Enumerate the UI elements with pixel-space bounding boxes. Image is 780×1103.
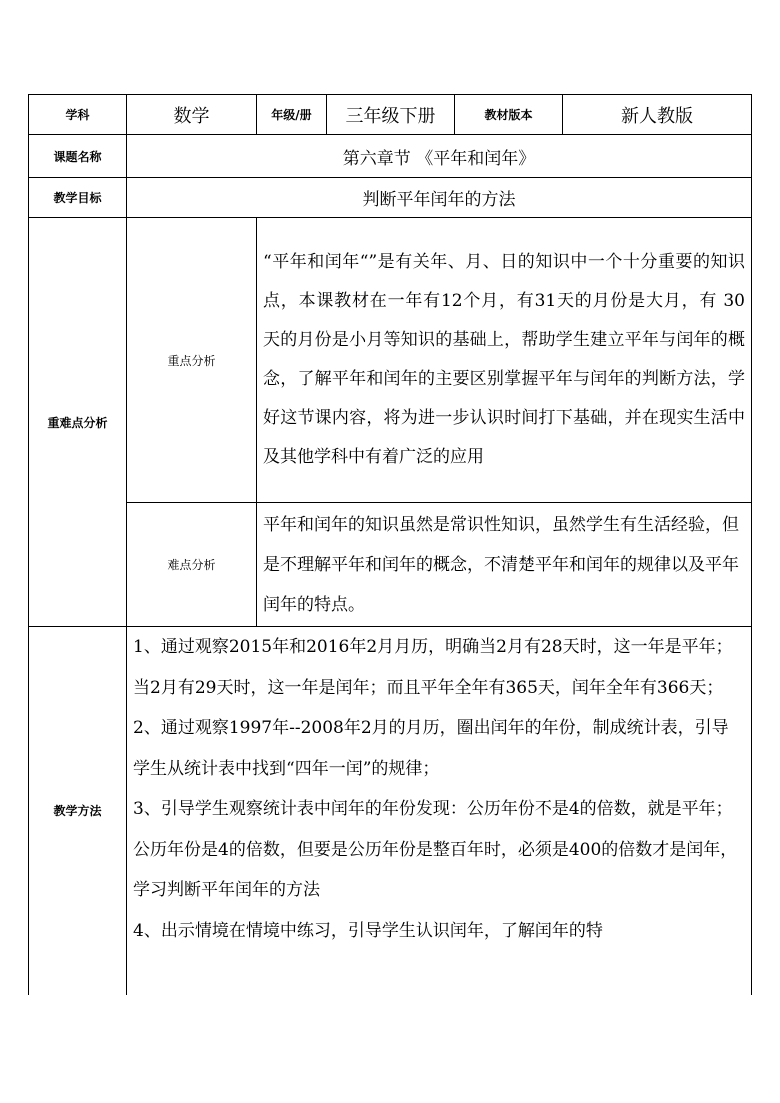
goal-label: 教学目标 — [29, 178, 127, 218]
lesson-plan-table — [28, 94, 752, 995]
lesson-row — [29, 135, 752, 178]
methods-row — [29, 627, 752, 995]
subject-label: 学科 — [29, 95, 127, 135]
edition-value: 新人教版 — [563, 95, 752, 135]
key-point-text: “平年和闰年“”是有关年、月、日的知识中一个十分重要的知识点，本课教材在一年有12个月，有31天的月份是大月，有 30 天的月份是小月等知识的基础上，帮助学生建立平年与闰年的概念，了解平年和闰年的主要区别掌握平年与闰年的判断方法，学好这节课内容，将为进一步认识时间打下基础，并在现实生活中及其他学科中有着广泛的应用 — [257, 218, 752, 503]
lesson-title: 第六章节 《平年和闰年》 — [127, 135, 752, 178]
method-item: 3、引导学生观察统计表中闰年的年份发现：公历年份不是4的倍数，就是平年；公历年份是4的倍数，但要是公历年份是整百年时，必须是400的倍数才是闰年，学习判断平年闰年的方法 — [133, 799, 738, 900]
lesson-label: 课题名称 — [29, 135, 127, 178]
analysis-label: 重难点分析 — [29, 218, 127, 627]
difficulty-text: 平年和闰年的知识虽然是常识性知识，虽然学生有生活经验，但是不理解平年和闰年的概念，不清楚平年和闰年的规律以及平年闰年的特点。 — [257, 503, 752, 627]
difficulty-row — [29, 503, 752, 627]
methods-label: 教学方法 — [29, 627, 127, 995]
key-point-label: 重点分析 — [127, 218, 257, 503]
method-item: 2、通过观察1997年--2008年2月的月历，圈出闰年的年份，制成统计表，引导学生从统计表中找到“四年一闰”的规律； — [133, 718, 729, 779]
method-item: 1、通过观察2015年和2016年2月月历，明确当2月有28天时，这一年是平年；当2月有29天时，这一年是闰年；而且平年全年有365天，闰年全年有366天； — [133, 637, 733, 698]
key-point-row — [29, 218, 752, 503]
grade-value: 三年级下册 — [327, 95, 455, 135]
edition-label: 教材版本 — [455, 95, 563, 135]
header-row — [29, 95, 752, 135]
subject-value: 数学 — [127, 95, 257, 135]
goal-row — [29, 178, 752, 218]
method-item: 4、出示情境在情境中练习，引导学生认识闰年，了解闰年的特 — [133, 920, 603, 941]
methods-list — [127, 627, 752, 995]
grade-label: 年级/册 — [257, 95, 327, 135]
goal-value: 判断平年闰年的方法 — [127, 178, 752, 218]
difficulty-label: 难点分析 — [127, 503, 257, 627]
